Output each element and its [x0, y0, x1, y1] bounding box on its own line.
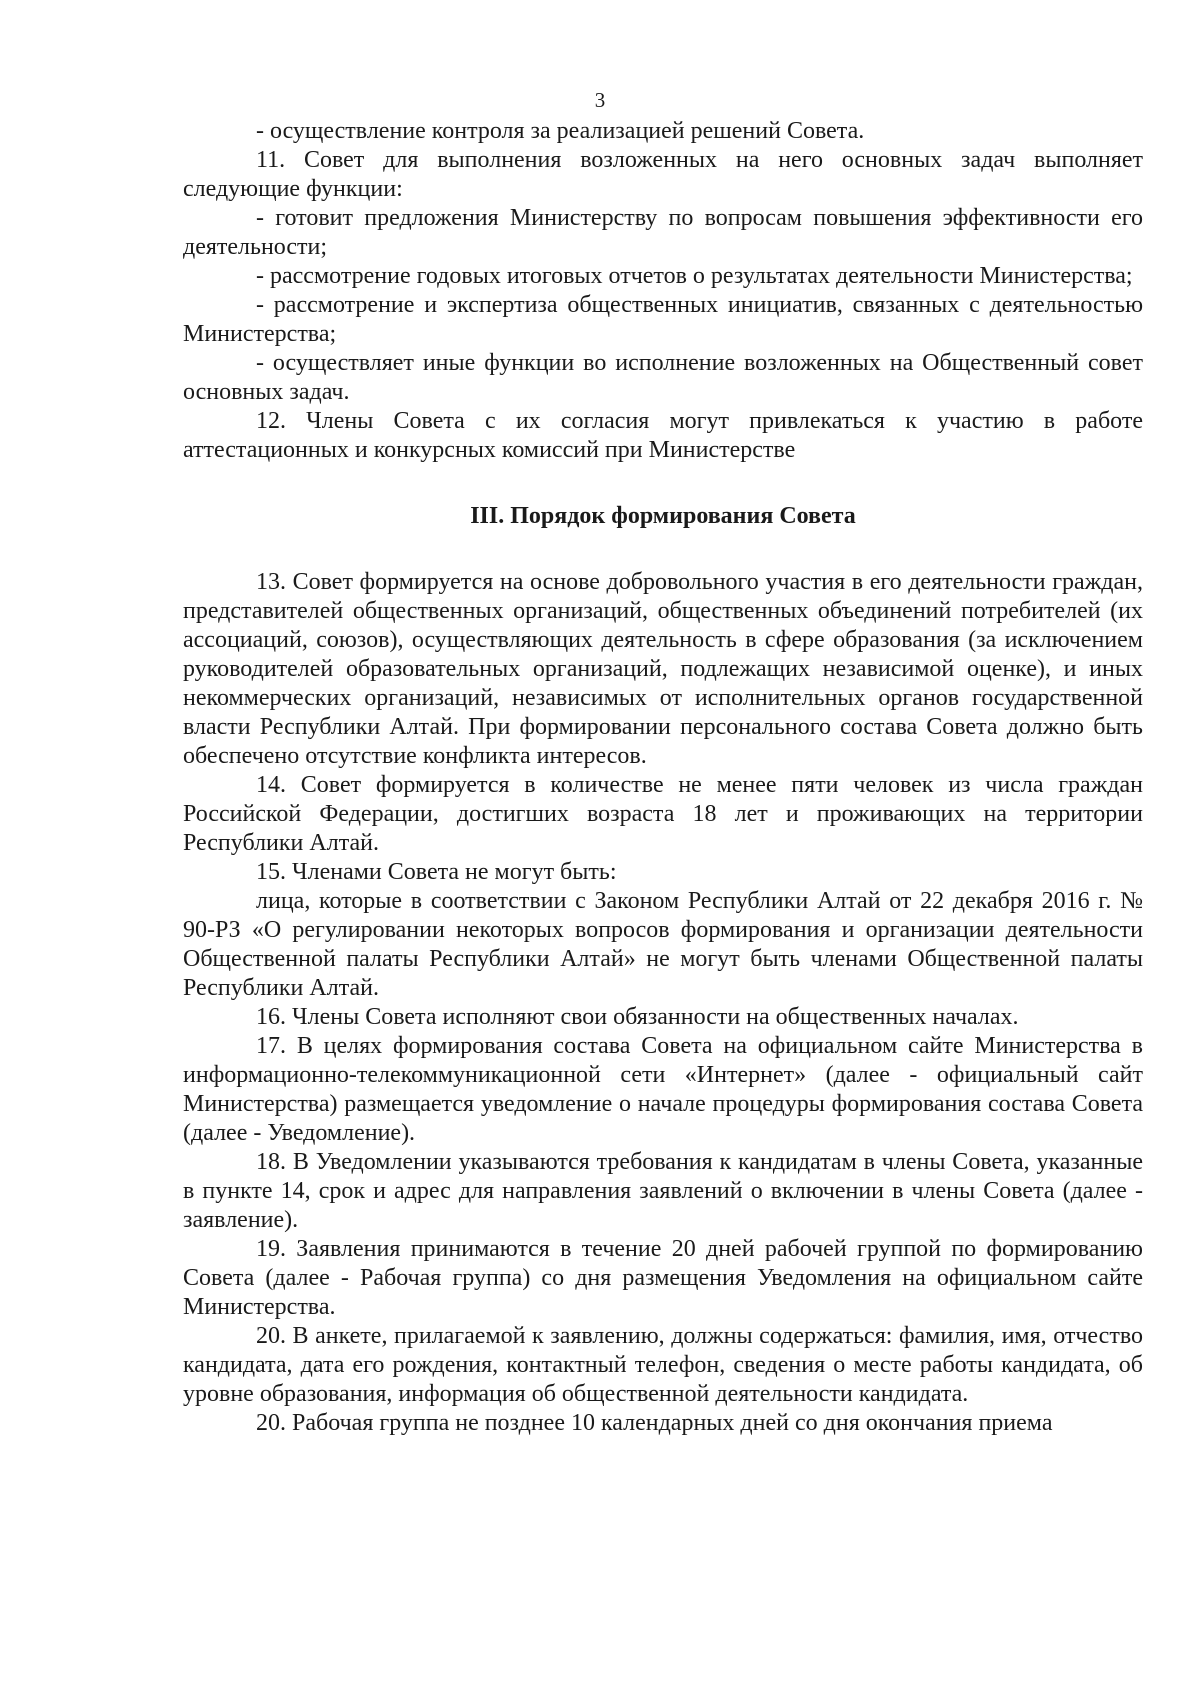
- paragraph: - осуществляет иные функции во исполнение возложенных на Общественный совет основных задач.: [183, 350, 1143, 405]
- paragraph: 17. В целях формирования состава Совета на официальном сайте Министерства в информационно-телекоммуникационной сети «Интернет» (далее - официальный сайт Министерства) размещается уведомление о начале процедуры формирования состава Совета (далее - Уведомление).: [183, 1033, 1143, 1146]
- paragraph: 11. Совет для выполнения возложенных на него основных задач выполняет следующие функции:: [183, 147, 1143, 202]
- paragraph: - рассмотрение и экспертиза общественных инициатив, связанных с деятельностью Министерства;: [183, 292, 1143, 347]
- paragraph: 20. В анкете, прилагаемой к заявлению, должны содержаться: фамилия, имя, отчество кандидата, дата его рождения, контактный телефон, сведения о месте работы кандидата, об уровне образования, информация об общественной деятельности кандидата.: [183, 1323, 1143, 1407]
- paragraph: - осуществление контроля за реализацией решений Совета.: [256, 118, 865, 144]
- paragraph: - готовит предложения Министерству по вопросам повышения эффективности его деятельности;: [183, 205, 1143, 260]
- paragraph: 14. Совет формируется в количестве не менее пяти человек из числа граждан Российской Федерации, достигших возраста 18 лет и проживающих на территории Республики Алтай.: [183, 772, 1143, 856]
- paragraph: 20. Рабочая группа не позднее 10 календарных дней со дня окончания приема: [256, 1410, 1053, 1436]
- paragraph: - рассмотрение годовых итоговых отчетов о результатах деятельности Министерства;: [256, 263, 1133, 289]
- document-body: [183, 117, 1143, 1438]
- paragraph: лица, которые в соответствии с Законом Республики Алтай от 22 декабря 2016 г. № 90-РЗ «О регулировании некоторых вопросов формирования и организации деятельности Общественной палаты Республики Алтай» не могут быть членами Общественной палаты Республики Алтай.: [183, 888, 1143, 1001]
- paragraph: 18. В Уведомлении указываются требования к кандидатам в члены Совета, указанные в пункте 14, срок и адрес для направления заявлений о включении в члены Совета (далее - заявление).: [183, 1149, 1143, 1233]
- paragraph: 16. Члены Совета исполняют свои обязанности на общественных началах.: [256, 1004, 1019, 1030]
- paragraph: 15. Членами Совета не могут быть:: [256, 859, 617, 885]
- paragraph: 13. Совет формируется на основе добровольного участия в его деятельности граждан, представителей общественных организаций, общественных объединений потребителей (их ассоциаций, союзов), осуществляющих деятельность в сфере образования (за исключением руководителей образовательных организаций, подлежащих независимой оценке), и иных некоммерческих организаций, независимых от исполнительных органов государственной власти Республики Алтай. При формировании персонального состава Совета должно быть обеспечено отсутствие конфликта интересов.: [183, 569, 1143, 769]
- paragraph: 19. Заявления принимаются в течение 20 дней рабочей группой по формированию Совета (далее - Рабочая группа) со дня размещения Уведомления на официальном сайте Министерства.: [183, 1236, 1143, 1320]
- page-number: 3: [594, 88, 606, 112]
- section-heading: III. Порядок формирования Совета: [470, 503, 856, 529]
- paragraph: 12. Члены Совета с их согласия могут привлекаться к участию в работе аттестационных и конкурсных комиссий при Министерстве: [183, 408, 1143, 463]
